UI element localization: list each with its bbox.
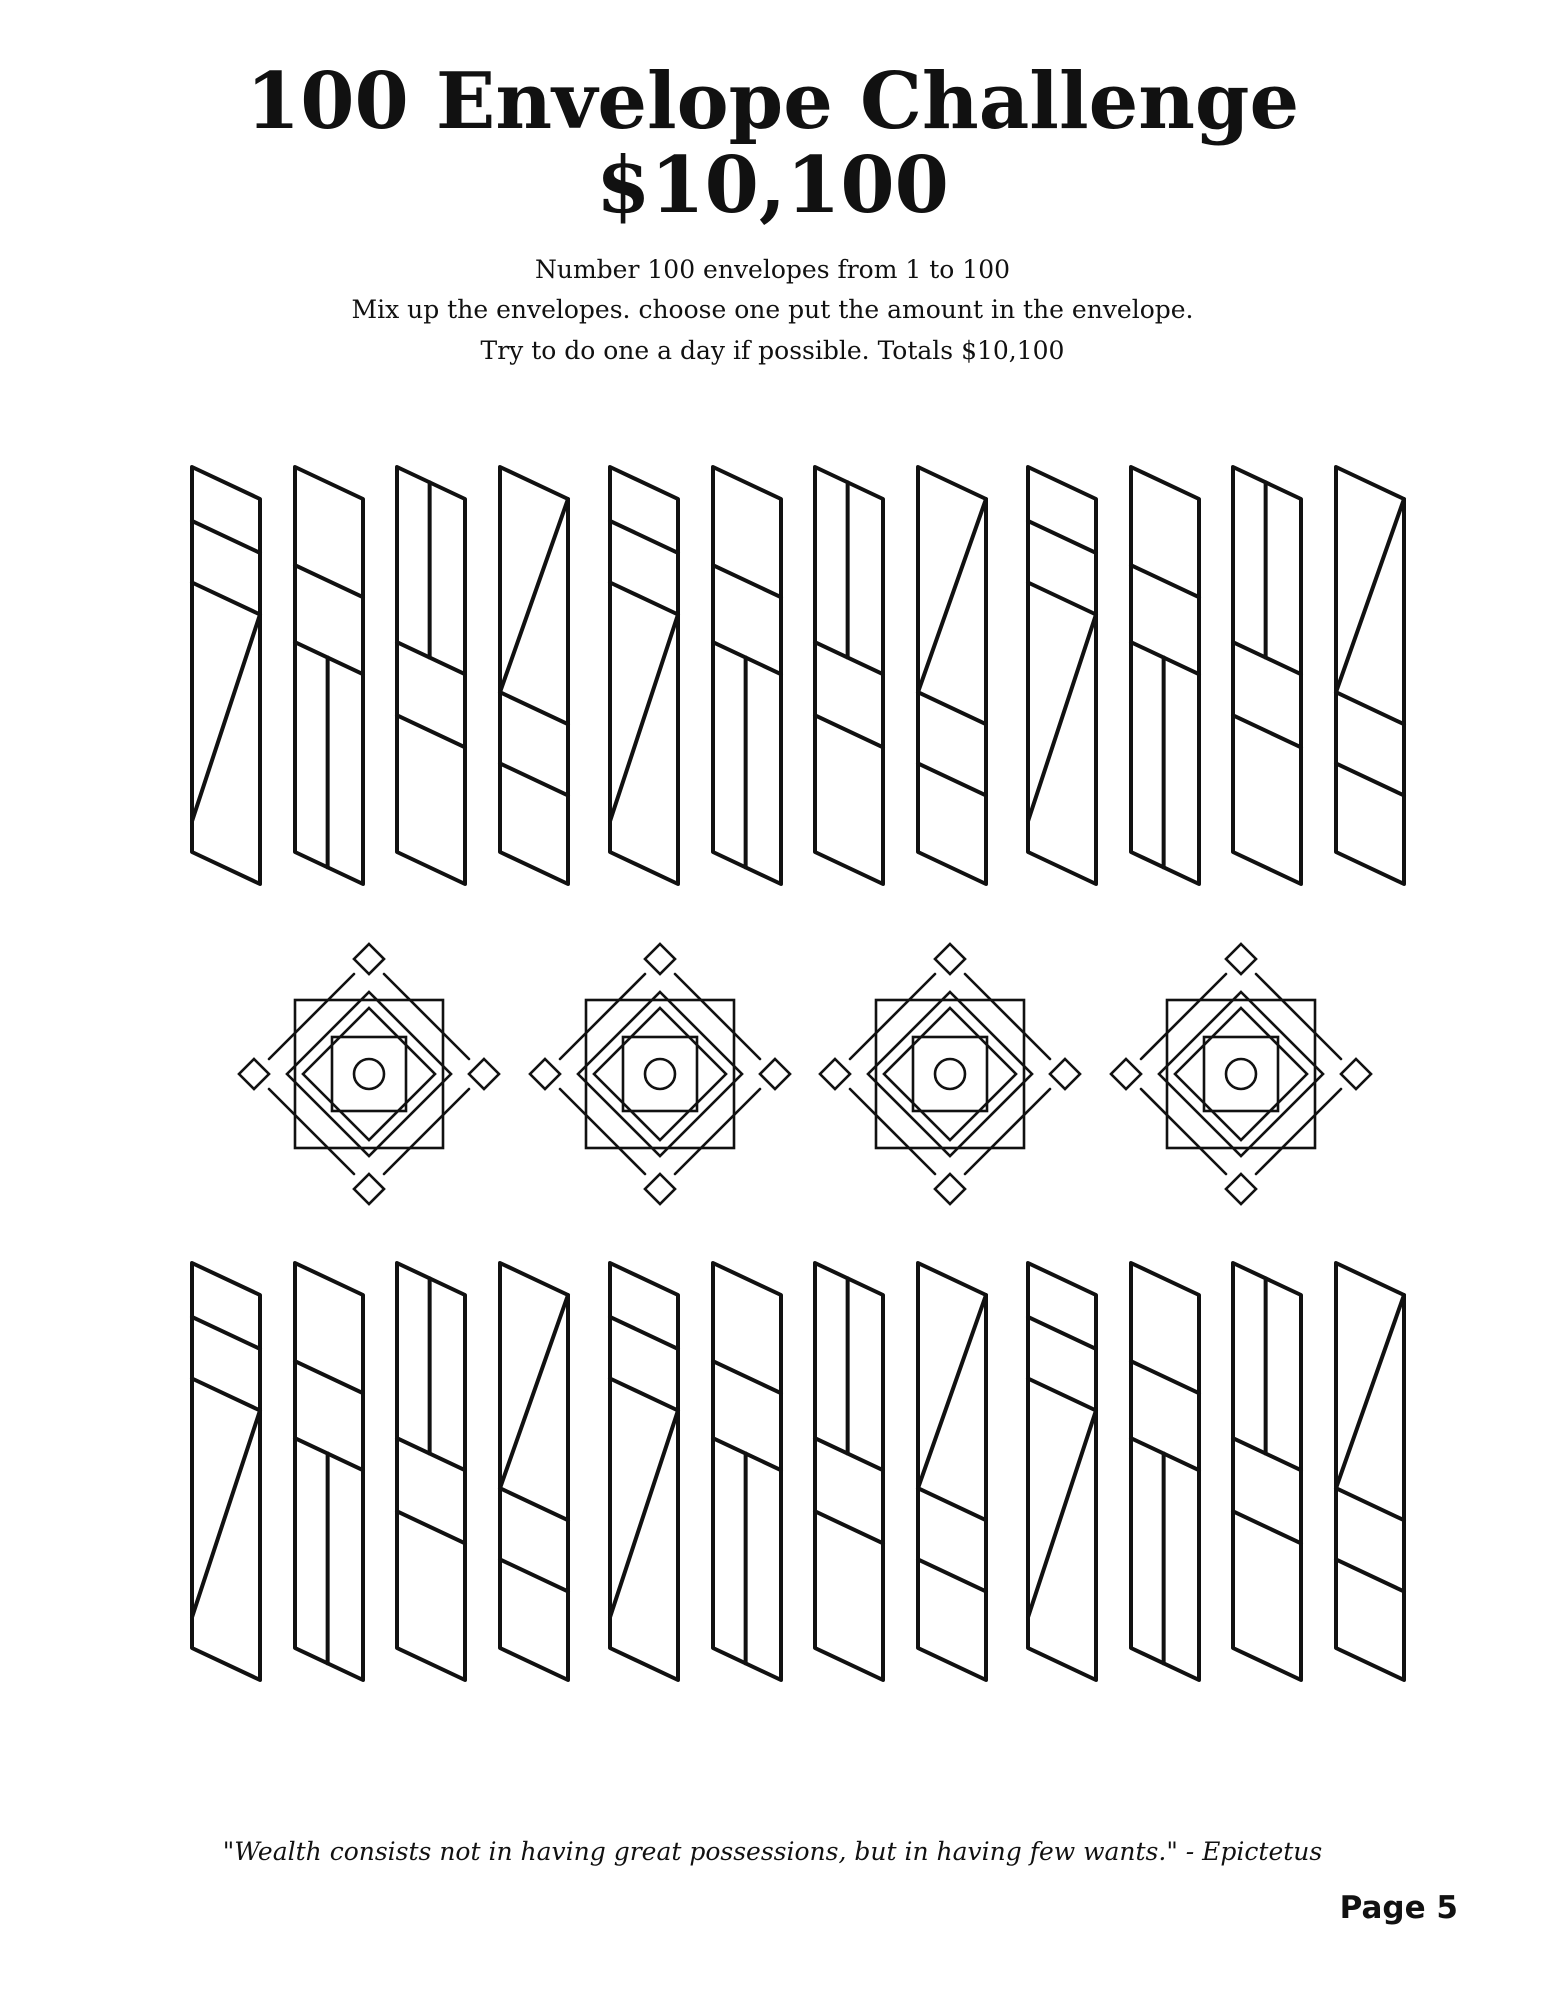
envelope-icon <box>610 467 678 884</box>
envelope-icon <box>815 467 883 884</box>
envelope-icon <box>918 1263 986 1680</box>
envelope-icon <box>1336 467 1404 884</box>
instruction-line: Number 100 envelopes from 1 to 100 <box>535 255 1010 284</box>
instruction-line: Try to do one a day if possible. Totals $10,100 <box>480 336 1065 365</box>
envelope-icon <box>918 467 986 884</box>
envelope-icon <box>610 1263 678 1680</box>
envelope-row-bottom <box>192 1263 1404 1680</box>
quote-text: "Wealth consists not in having great possessions, but in having few wants." - Epictetus <box>222 1837 1323 1866</box>
envelope-icon <box>1028 1263 1096 1680</box>
envelope-icon <box>192 1263 260 1680</box>
page-number: Page 5 <box>1339 1890 1458 1926</box>
envelope-row-top <box>192 467 1404 884</box>
page-subtitle-amount: $10,100 <box>596 140 949 231</box>
envelope-icon <box>1233 467 1301 884</box>
envelope-icon <box>1028 467 1096 884</box>
instruction-line: Mix up the envelopes. choose one put the amount in the envelope. <box>351 295 1194 324</box>
envelope-icon <box>815 1263 883 1680</box>
envelope-icon <box>1233 1263 1301 1680</box>
envelope-icon <box>713 467 781 884</box>
envelope-icon <box>295 1263 363 1680</box>
ornament-icon <box>239 944 499 1204</box>
page-title: 100 Envelope Challenge <box>245 56 1300 147</box>
envelope-icon <box>500 1263 568 1680</box>
envelope-icon <box>397 1263 465 1680</box>
ornament-icon <box>820 944 1080 1204</box>
envelope-icon <box>1131 467 1199 884</box>
envelope-icon <box>713 1263 781 1680</box>
envelope-icon <box>500 467 568 884</box>
envelope-icon <box>192 467 260 884</box>
ornament-icon <box>530 944 790 1204</box>
envelope-icon <box>295 467 363 884</box>
envelope-icon <box>1336 1263 1404 1680</box>
ornament-row <box>239 944 1371 1204</box>
envelope-icon <box>1131 1263 1199 1680</box>
ornament-icon <box>1111 944 1371 1204</box>
envelope-icon <box>397 467 465 884</box>
